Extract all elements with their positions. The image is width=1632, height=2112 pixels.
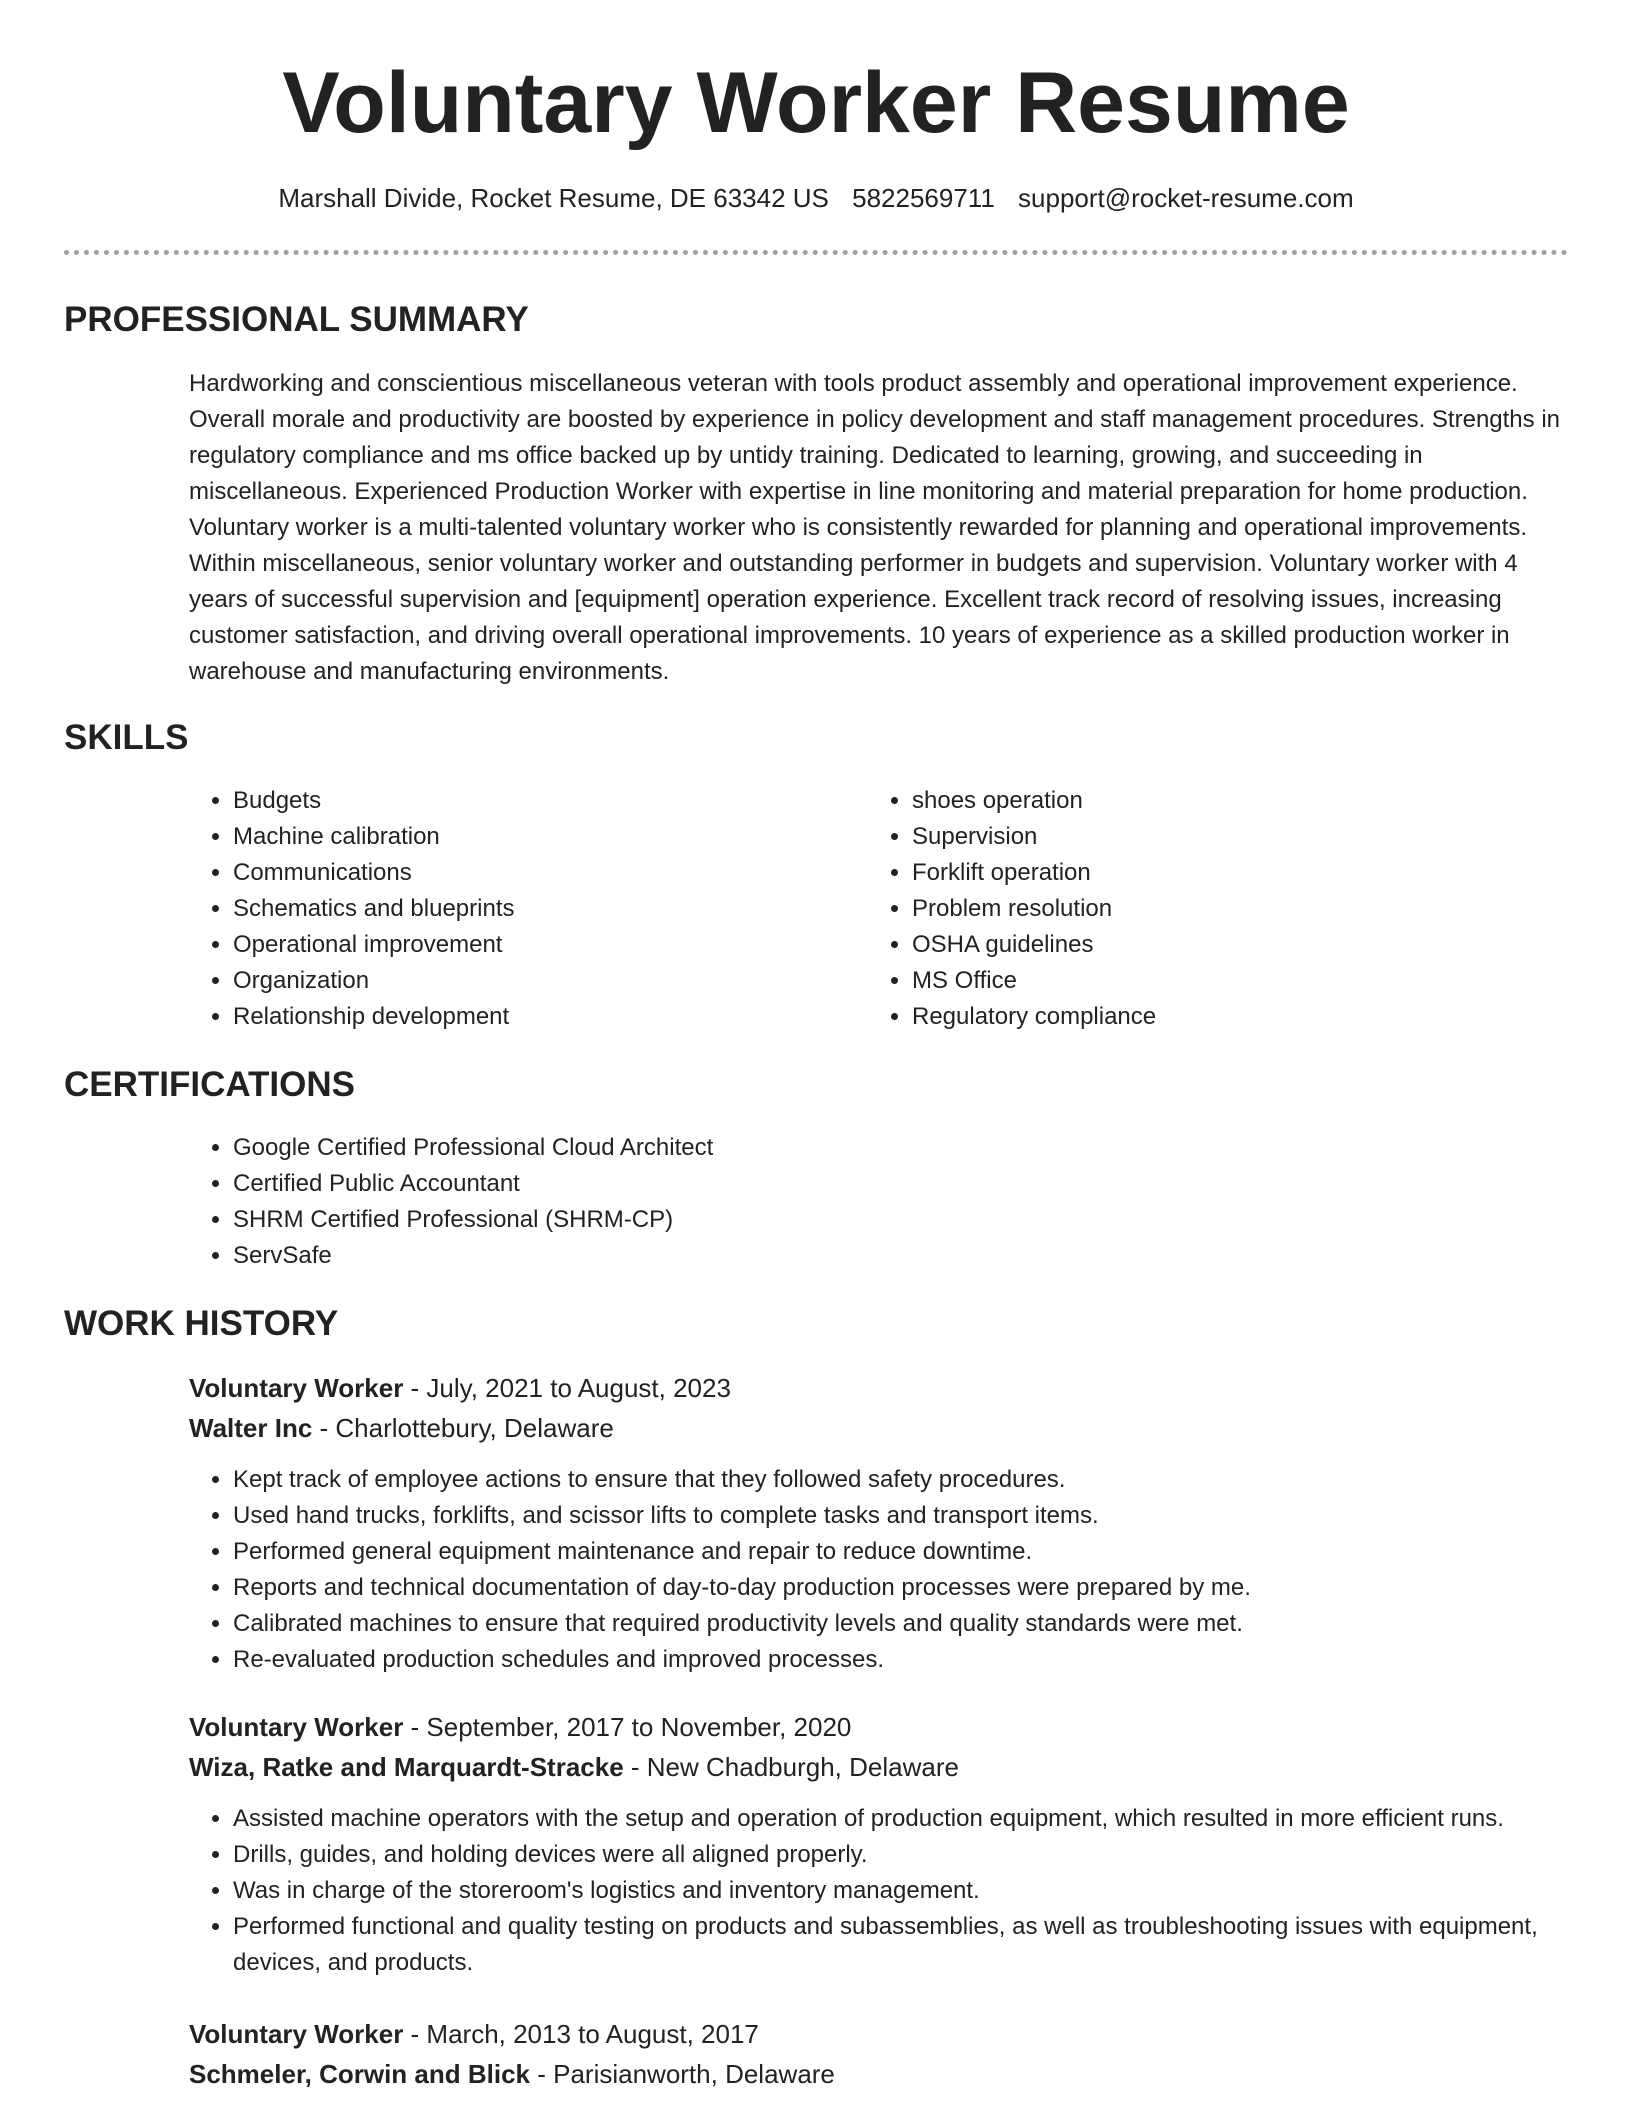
skills-column-right [868, 783, 1508, 1035]
work-history-heading: WORK HISTORY [64, 1304, 339, 1343]
skill-item: • OSHA guidelines [912, 927, 1508, 963]
skill-item: • Communications [233, 855, 829, 891]
job-company-line [189, 2054, 1589, 2094]
job-duty: • Reports and technical documentation of day-to-day production processes were prepared by me. [233, 1570, 1589, 1606]
contact-phone: 5822569711 [852, 183, 995, 213]
job-title: Voluntary Worker [189, 2019, 404, 2049]
job-entry [189, 1368, 1589, 1678]
skill-item: • Supervision [912, 819, 1508, 855]
skill-item: • Organization [233, 963, 829, 999]
skill-item: • Schematics and blueprints [233, 891, 829, 927]
job-location: - Parisianworth, Delaware [530, 2059, 835, 2089]
job-dates: - July, 2021 to August, 2023 [403, 1373, 731, 1403]
skill-item: • Regulatory compliance [912, 999, 1508, 1035]
job-location: - New Chadburgh, Delaware [623, 1752, 959, 1782]
job-duty: • Assisted machine operators with the setup and operation of production equipment, which resulted in more efficient runs. [233, 1801, 1589, 1837]
skills-heading: SKILLS [64, 718, 189, 757]
resume-title: Voluntary Worker Resume [282, 55, 1350, 151]
certification-item: • Google Certified Professional Cloud Architect [233, 1130, 713, 1166]
contact-email: support@rocket-resume.com [1018, 183, 1354, 213]
certification-item: • Certified Public Accountant [233, 1166, 713, 1202]
certifications-heading: CERTIFICATIONS [64, 1065, 356, 1104]
job-duty: • Re-evaluated production schedules and improved processes. [233, 1642, 1589, 1678]
job-company: Wiza, Ratke and Marquardt-Stracke [189, 1752, 624, 1782]
summary-heading: PROFESSIONAL SUMMARY [64, 300, 529, 339]
certifications-list [189, 1130, 713, 1274]
job-duties [189, 1801, 1589, 1981]
job-duty: • Kept track of employee actions to ensure that they followed safety procedures. [233, 1462, 1589, 1498]
skill-item: • Forklift operation [912, 855, 1508, 891]
job-title: Voluntary Worker [189, 1373, 404, 1403]
job-duty: • Was in charge of the storeroom's logistics and inventory management. [233, 1873, 1589, 1909]
job-title-line [189, 1707, 1589, 1747]
job-duty: • Calibrated machines to ensure that required productivity levels and quality standards were met. [233, 1606, 1589, 1642]
certification-item: • ServSafe [233, 1238, 713, 1274]
job-company: Schmeler, Corwin and Blick [189, 2059, 530, 2089]
skill-item: • Problem resolution [912, 891, 1508, 927]
contact-line [0, 178, 1632, 218]
job-duty: • Performed functional and quality testing on products and subassemblies, as well as troubleshooting issues with equipment, devices, and products. [233, 1909, 1589, 1981]
job-company-line [189, 1408, 1589, 1448]
job-entry [189, 2014, 1589, 2094]
job-duties [189, 1462, 1589, 1678]
skill-item: • Machine calibration [233, 819, 829, 855]
job-location: - Charlottebury, Delaware [312, 1413, 614, 1443]
certification-item: • SHRM Certified Professional (SHRM-CP) [233, 1202, 713, 1238]
job-title-line [189, 2014, 1589, 2054]
header-divider [64, 250, 1568, 255]
job-duty: • Used hand trucks, forklifts, and scissor lifts to complete tasks and transport items. [233, 1498, 1589, 1534]
skill-item: • Budgets [233, 783, 829, 819]
job-duty: • Drills, guides, and holding devices were all aligned properly. [233, 1837, 1589, 1873]
skill-item: • Operational improvement [233, 927, 829, 963]
skills-column-left [189, 783, 829, 1035]
job-dates: - March, 2013 to August, 2017 [403, 2019, 759, 2049]
job-company: Walter Inc [189, 1413, 313, 1443]
job-title: Voluntary Worker [189, 1712, 404, 1742]
skill-item: • Relationship development [233, 999, 829, 1035]
job-entry [189, 1707, 1589, 1981]
job-duty: • Performed general equipment maintenance and repair to reduce downtime. [233, 1534, 1589, 1570]
job-title-line [189, 1368, 1589, 1408]
contact-address: Marshall Divide, Rocket Resume, DE 63342 US [278, 183, 829, 213]
job-dates: - September, 2017 to November, 2020 [403, 1712, 852, 1742]
skill-item: • MS Office [912, 963, 1508, 999]
summary-text: Hardworking and conscientious miscellaneous veteran with tools product assembly and operational improvement experience. Overall morale and productivity are boosted by experience in policy development and staff management procedures. Strengths in regulatory compliance and ms office backed up by untidy training. Dedicated to learning, growing, and succeeding in miscellaneous. Experienced Production Worker with expertise in line monitoring and material preparation for home production. Voluntary worker is a multi-talented voluntary worker who is consistently rewarded for planning and operational improvements. Within miscellaneous, senior voluntary worker and outstanding performer in budgets and supervision. Voluntary worker with 4 years of successful supervision and [equipment] operation experience. Excellent track record of resolving issues, increasing customer satisfaction, and driving overall operational improvements. 10 years of experience as a skilled production worker in warehouse and manufacturing environments. [189, 370, 1560, 685]
job-company-line [189, 1747, 1589, 1787]
skill-item: • shoes operation [912, 783, 1508, 819]
